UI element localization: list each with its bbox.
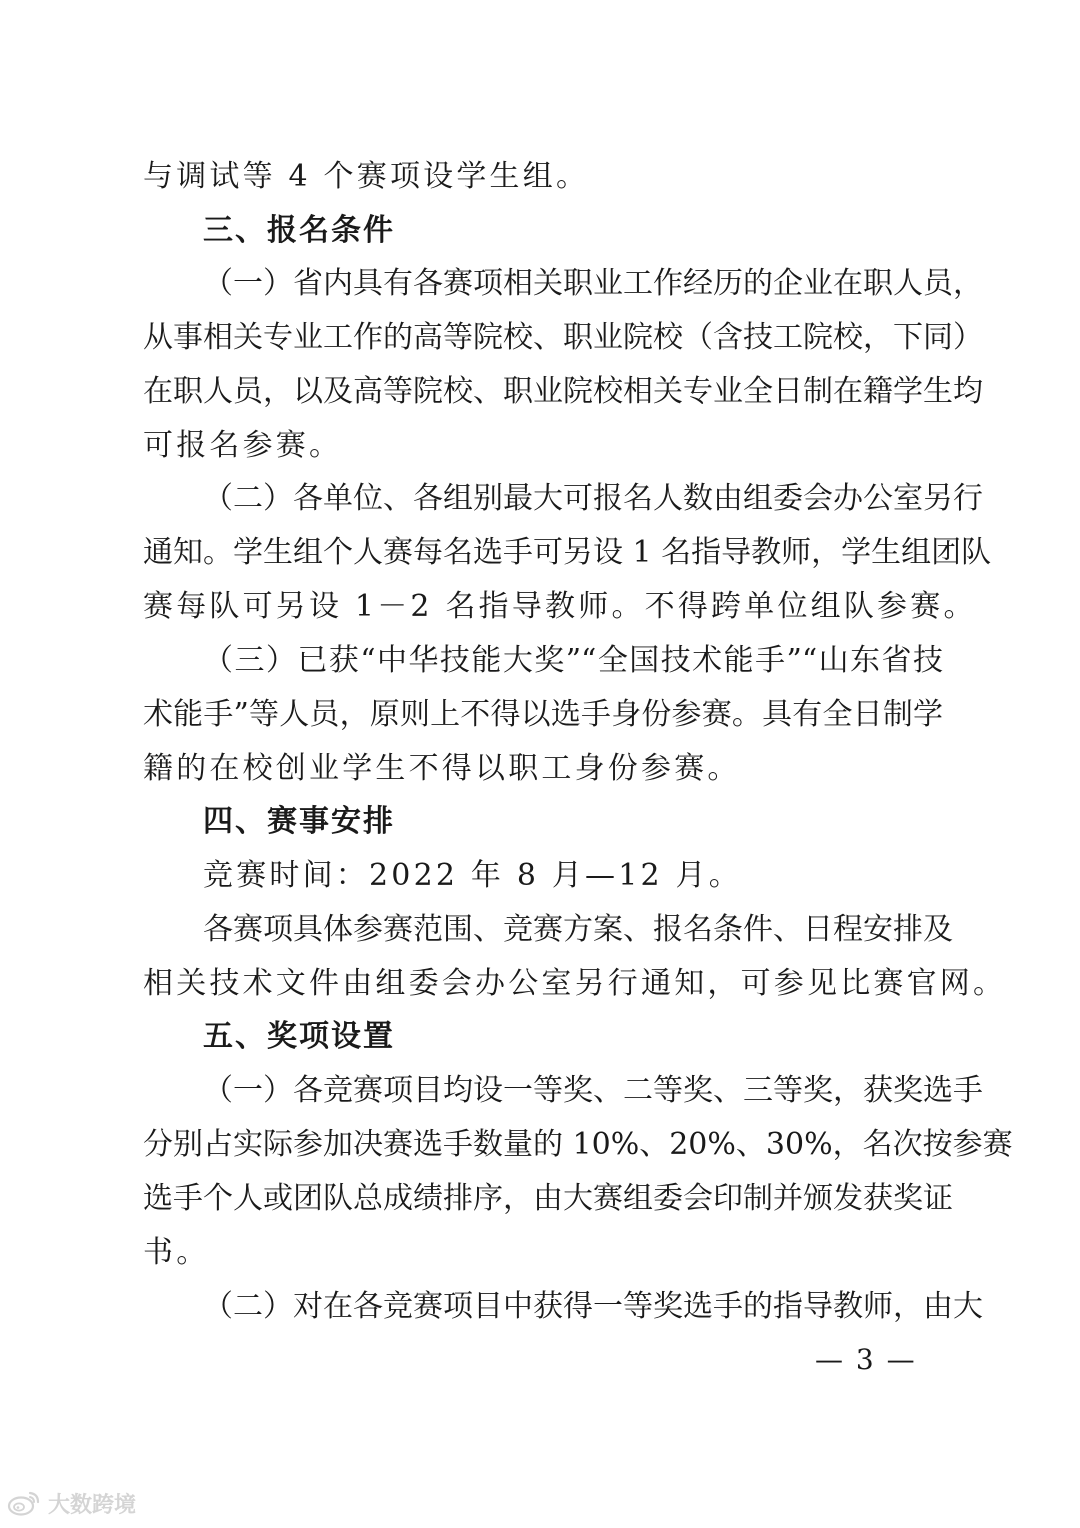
text-line: 赛每队可另设 1－2 名指导教师。不得跨单位组队参赛。	[143, 589, 977, 624]
text-line: （一）各竞赛项目均设一等奖、二等奖、三等奖，获奖选手	[203, 1073, 983, 1108]
text-line: 从事相关专业工作的高等院校、职业院校（含技工院校，下同）	[143, 320, 983, 355]
text-line: 通知。学生组个人赛每名选手可另设 1 名指导教师，学生组团队	[143, 535, 992, 570]
section-heading-registration: 三、报名条件	[203, 213, 395, 248]
text-line: 可报名参赛。	[143, 428, 343, 463]
text-line: 选手个人或团队总成绩排序，由大赛组委会印制并颁发获奖证	[143, 1181, 953, 1216]
weibo-logo-icon	[6, 1489, 42, 1517]
text-line: 分别占实际参加决赛选手数量的 10%、20%、30%，名次按参赛	[143, 1127, 1013, 1162]
watermark-text: 大数跨境	[48, 1492, 137, 1518]
text-line: 相关技术文件由组委会办公室另行通知，可参见比赛官网。	[143, 966, 1007, 1001]
text-line: 竞赛时间：2022 年 8 月—12 月。	[203, 858, 742, 893]
text-line: 各赛项具体参赛范围、竞赛方案、报名条件、日程安排及	[203, 912, 953, 947]
text-line: （二）对在各竞赛项目中获得一等奖选手的指导教师，由大	[203, 1289, 983, 1324]
page-number: — 3 —	[815, 1343, 917, 1376]
text-line: 术能手”等人员，原则上不得以选手身份参赛。具有全日制学	[143, 697, 943, 732]
text-line: （二）各单位、各组别最大可报名人数由组委会办公室另行	[203, 481, 983, 516]
text-line: 籍的在校创业学生不得以职工身份参赛。	[143, 751, 741, 786]
section-heading-awards: 五、奖项设置	[203, 1019, 395, 1054]
section-heading-schedule: 四、赛事安排	[203, 804, 395, 839]
text-line: 在职人员，以及高等院校、职业院校相关专业全日制在籍学生均	[143, 374, 983, 409]
text-line: 书。	[143, 1235, 210, 1270]
watermark	[6, 1487, 136, 1519]
text-line: （三）已获“中华技能大奖”“全国技术能手”“山东省技	[203, 643, 943, 678]
text-line: 与调试等 4 个赛项设学生组。	[143, 159, 590, 194]
text-line: （一）省内具有各赛项相关职业工作经历的企业在职人员，	[203, 266, 983, 301]
